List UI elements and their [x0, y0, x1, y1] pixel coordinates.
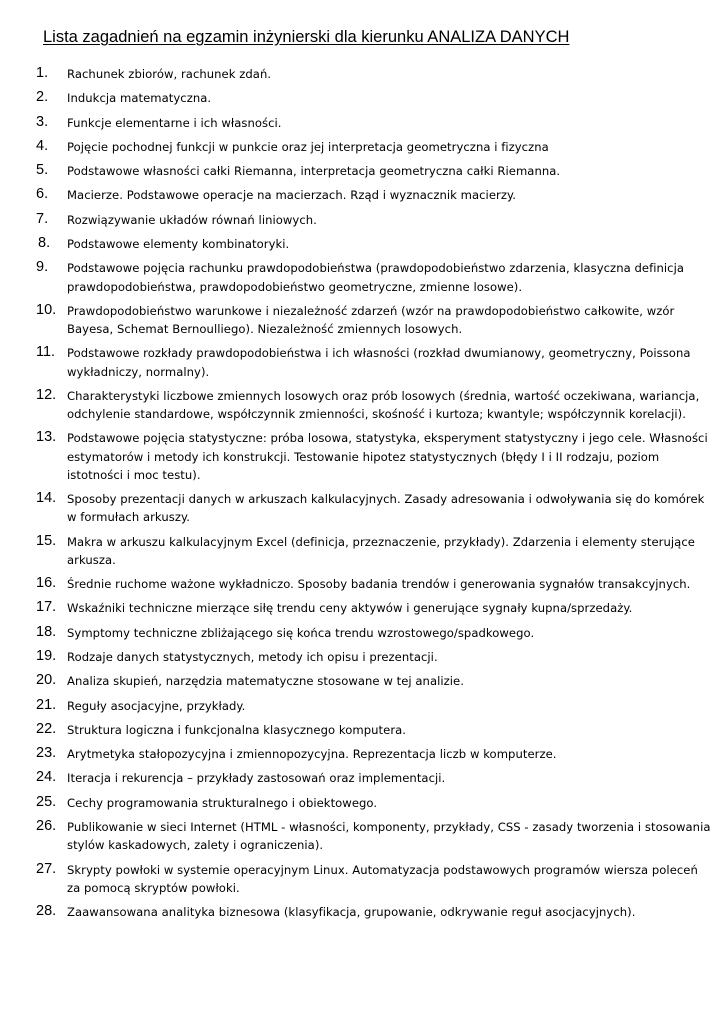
list-item [0, 186, 725, 204]
list-item [0, 624, 725, 642]
list-item-text: Wskaźniki techniczne mierzące siłę trendu ceny aktywów i generujące sygnały kupna/sprzedaży. [67, 601, 633, 616]
list-item-number: 26. [36, 818, 57, 835]
list-item-text: Podstawowe pojęcia statystyczne: próba losowa, statystyka, eksperyment statystyczny i jego cele. Własności estymatorów i metody ich konstrukcji. Testowanie hipotez statystycznych (błędy I i II rodzaju, poziom istotności i moc testu). [67, 431, 708, 482]
list-item [0, 861, 725, 897]
list-item-number: 11. [36, 344, 56, 361]
list-item-text: Makra w arkuszu kalkulacyjnym Excel (definicja, przeznaczenie, przykłady). Zdarzenia i elementy sterujące arkusza. [67, 534, 695, 567]
list-item-number: 3. [36, 113, 49, 130]
list-item-number: 24. [36, 769, 57, 786]
list-item [0, 490, 725, 526]
list-item-text: Podstawowe własności całki Riemanna, interpretacja geometryczna całki Riemanna. [67, 164, 561, 179]
list-item-number: 5. [36, 162, 49, 179]
list-item-number: 12. [36, 386, 57, 403]
list-item [0, 387, 725, 423]
list-item-text: Cechy programowania strukturalnego i obiektowego. [67, 795, 378, 810]
list-item [0, 575, 725, 593]
list-item-number: 4. [36, 137, 49, 154]
list-item [0, 138, 725, 156]
list-item-text: Iteracja i rekurencja – przykłady zastosowań oraz implementacji. [67, 771, 446, 786]
list-item-text: Rodzaje danych statystycznych, metody ich opisu i prezentacji. [67, 649, 438, 664]
list-item-number: 13. [36, 429, 57, 446]
list-item-number: 14. [36, 490, 57, 507]
list-item [0, 344, 725, 380]
list-item-number: 9. [36, 259, 49, 276]
list-item-number: 6. [36, 186, 49, 203]
list-item-text: Prawdopodobieństwo warunkowe i niezależność zdarzeń (wzór na prawdopodobieństwo całkowite, wzór Bayesa, Schemat Bernoulliego). Niezależność zmiennych losowych. [67, 303, 675, 337]
list-item [0, 599, 725, 617]
list-item [0, 89, 725, 107]
list-item-text: Podstawowe elementy kombinatoryki. [67, 237, 290, 252]
list-item-number: 17. [36, 599, 57, 616]
list-item-number: 2. [36, 89, 49, 106]
list-item-text: Skrypty powłoki w systemie operacyjnym Linux. Automatyzacja podstawowych programów wiersza poleceń za pomocą skryptów powłoki. [67, 862, 698, 895]
list-item-text: Symptomy techniczne zbliżającego się końca trendu wzrostowego/spadkowego. [67, 625, 535, 640]
list-item-number: 23. [36, 745, 57, 762]
list-item-text: Średnie ruchome ważone wykładniczo. Sposoby badania trendów i generowania sygnałów transakcyjnych. [67, 577, 691, 592]
list-item-text: Arytmetyka stałopozycyjna i zmiennopozycyjna. Reprezentacja liczb w komputerze. [67, 747, 557, 762]
list-item [0, 721, 725, 739]
list-item-number: 27. [36, 860, 57, 877]
list-item [0, 429, 725, 484]
list-item [0, 903, 725, 921]
list-item-number: 19. [36, 647, 57, 664]
list-item [0, 648, 725, 666]
list-item [0, 65, 725, 83]
list-item-text: Macierze. Podstawowe operacje na macierzach. Rząd i wyznacznik macierzy. [67, 188, 516, 203]
list-item-text: Analiza skupień, narzędzia matematyczne stosowane w tej analizie. [67, 674, 464, 689]
list-item-text: Podstawowe rozkłady prawdopodobieństwa i ich własności (rozkład dwumianowy, geometryczny, Poissona wykładniczy, normalny). [67, 346, 691, 379]
list-item [0, 162, 725, 180]
list-item [0, 697, 725, 715]
list-item-number: 20. [36, 672, 57, 689]
list-item [0, 672, 725, 690]
list-item-text: Zaawansowana analityka biznesowa (klasyfikacja, grupowanie, odkrywanie reguł asocjacyjnych). [67, 905, 636, 920]
list-item-text: Rozwiązywanie układów równań liniowych. [67, 212, 317, 227]
list-item-number: 8. [38, 235, 51, 252]
list-item-text: Charakterystyki liczbowe zmiennych losowych oraz prób losowych (średnia, wartość oczekiwana, wariancja, odchylenie standardowe, współczynnik zmienności, skośność i kurtoza; kwantyle; współczynnik korelacji). [67, 388, 700, 422]
list-item-text: Sposoby prezentacji danych w arkuszach kalkulacyjnych. Zasady adresowania i odwoływania się do komórek w formułach arkuszy. [67, 492, 705, 525]
list-item-text: Podstawowe pojęcia rachunku prawdopodobieństwa (prawdopodobieństwo zdarzenia, klasyczna definicja prawdopodobieństwa, prawdopodobieństwo geometryczne, zmienne losowe). [67, 261, 684, 294]
list-item-number: 15. [36, 532, 57, 549]
list-item-text: Reguły asocjacyjne, przykłady. [67, 698, 246, 713]
list-item-text: Struktura logiczna i funkcjonalna klasycznego komputera. [67, 722, 407, 737]
list-item [0, 745, 725, 763]
list-item-text: Funkcje elementarne i ich własności. [67, 115, 282, 130]
list-item-number: 25. [36, 793, 57, 810]
list-item-number: 7. [36, 210, 49, 227]
topic-list [0, 65, 725, 927]
list-item [0, 533, 725, 569]
list-item-number: 18. [36, 623, 57, 640]
list-item-text: Publikowanie w sieci Internet (HTML - własności, komponenty, przykłady, CSS - zasady tworzenia i stosowania stylów kaskadowych, zalety i ograniczenia). [67, 820, 711, 853]
list-item-number: 22. [36, 720, 57, 737]
list-item [0, 235, 725, 253]
list-item [0, 302, 725, 338]
list-item [0, 794, 725, 812]
list-item-number: 1. [36, 65, 49, 81]
list-item [0, 259, 725, 295]
list-item-number: 16. [36, 575, 57, 592]
list-item [0, 114, 725, 132]
list-item [0, 769, 725, 787]
page-title: Lista zagadnień na egzamin inżynierski dla kierunku ANALIZA DANYCH [43, 28, 570, 46]
list-item-text: Indukcja matematyczna. [67, 91, 212, 106]
list-item [0, 818, 725, 854]
list-item-text: Pojęcie pochodnej funkcji w punkcie oraz jej interpretacja geometryczna i fizyczna [67, 139, 549, 154]
list-item-number: 28. [36, 903, 57, 920]
list-item [0, 211, 725, 229]
list-item-number: 21. [36, 696, 57, 713]
list-item-text: Rachunek zbiorów, rachunek zdań. [67, 67, 272, 81]
list-item-number: 10. [36, 301, 57, 318]
